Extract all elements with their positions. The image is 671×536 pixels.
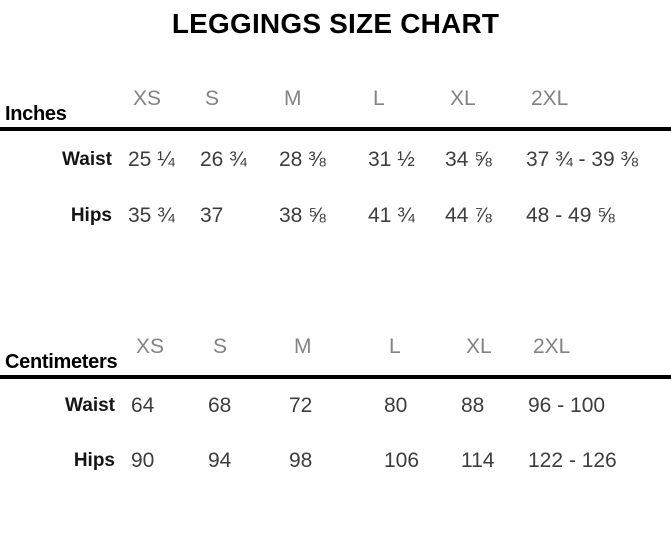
size-header-m: M [284, 87, 302, 110]
cell-inches-hips-l: 41 ¾ [368, 204, 415, 227]
cell-inches-waist-m: 28 ⅜ [279, 148, 326, 171]
cell-cm-waist-xs: 64 [131, 394, 155, 417]
table-row-cm-waist [0, 379, 671, 433]
size-header-l: L [389, 335, 401, 358]
cell-inches-hips-xl: 44 ⅞ [445, 204, 492, 227]
row-label-waist: Waist [62, 149, 112, 170]
centimeters-header-row [0, 332, 671, 379]
table-row-inches-hips [0, 189, 671, 243]
cell-cm-hips-l: 106 [384, 449, 420, 472]
cell-inches-waist-s: 26 ¾ [200, 148, 247, 171]
leggings-size-chart [0, 8, 671, 536]
cell-cm-waist-m: 72 [289, 394, 313, 417]
size-header-xl: XL [450, 87, 476, 110]
unit-label-inches: Inches [5, 103, 67, 125]
size-header-xl: XL [466, 335, 492, 358]
table-row-cm-hips [0, 433, 671, 489]
cell-cm-hips-xs: 90 [131, 449, 155, 472]
cell-inches-waist-xs: 25 ¼ [128, 148, 175, 171]
page-title: LEGGINGS SIZE CHART [171, 8, 500, 39]
cell-cm-hips-xl: 114 [461, 449, 495, 472]
size-header-l: L [373, 87, 385, 110]
cell-cm-hips-2xl: 122 - 126 [528, 449, 617, 472]
size-header-2xl: 2XL [531, 87, 569, 110]
size-header-xs: XS [133, 87, 162, 110]
cell-inches-waist-2xl: 37 ¾ - 39 ⅜ [526, 148, 639, 171]
cell-inches-hips-s: 37 [200, 204, 224, 227]
size-header-m: M [294, 335, 312, 358]
size-header-s: S [213, 335, 228, 358]
row-label-waist: Waist [65, 395, 115, 416]
cell-cm-hips-m: 98 [289, 449, 313, 472]
cell-cm-waist-2xl: 96 - 100 [528, 394, 606, 417]
size-header-xs: XS [136, 335, 165, 358]
size-header-2xl: 2XL [533, 335, 571, 358]
inches-header-row [0, 83, 671, 131]
cell-inches-hips-2xl: 48 - 49 ⅝ [526, 204, 615, 227]
row-label-hips: Hips [70, 205, 112, 226]
inches-table [0, 83, 671, 243]
unit-label-centimeters: Centimeters [5, 351, 118, 373]
centimeters-table [0, 332, 671, 489]
cell-inches-waist-l: 31 ½ [368, 148, 415, 171]
cell-cm-hips-s: 94 [208, 449, 232, 472]
cell-cm-waist-l: 80 [384, 394, 408, 417]
table-row-inches-waist [0, 131, 671, 189]
cell-inches-waist-xl: 34 ⅝ [445, 148, 492, 171]
cell-cm-waist-xl: 88 [461, 394, 485, 417]
size-header-s: S [205, 87, 220, 110]
cell-inches-hips-xs: 35 ¾ [128, 204, 175, 227]
cell-cm-waist-s: 68 [208, 394, 232, 417]
row-label-hips: Hips [73, 450, 115, 471]
cell-inches-hips-m: 38 ⅝ [279, 204, 326, 227]
